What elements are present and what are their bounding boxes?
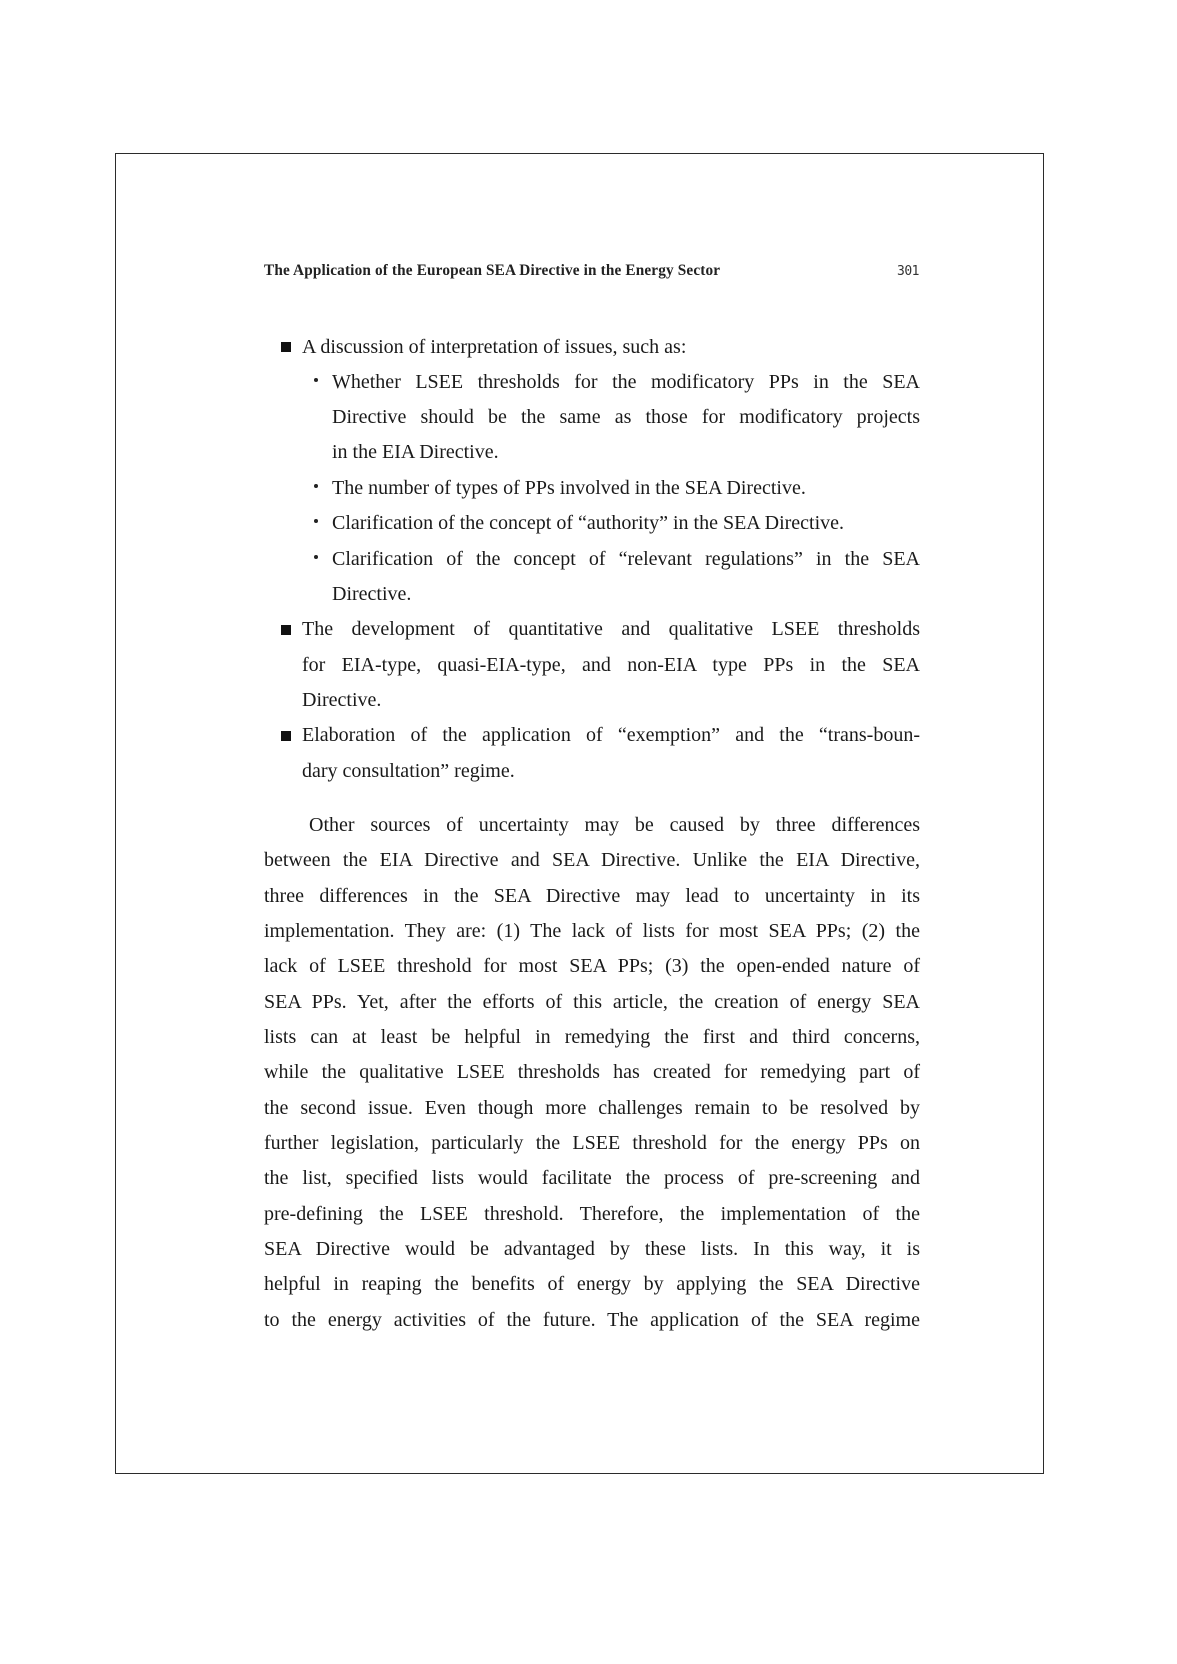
paragraph-line: three differences in the SEA Directive may lead to uncertainty in its <box>264 885 920 907</box>
bullet-item-text: The development of quantitative and qualitative LSEE thresholds <box>302 618 920 640</box>
sub-item-text: Clarification of the concept of “relevant regulations” in the SEA <box>332 548 920 570</box>
bullet-item-text: A discussion of interpretation of issues, such as: <box>302 336 687 358</box>
square-bullet-icon <box>281 342 291 352</box>
paragraph-line: lack of LSEE threshold for most SEA PPs; (3) the open-ended nature of <box>264 955 920 977</box>
page-number: 301 <box>897 264 919 279</box>
bullet-item-text: Elaboration of the application of “exemption” and the “trans-boun- <box>302 724 920 746</box>
paragraph-line: helpful in reaping the benefits of energy by applying the SEA Directive <box>264 1273 920 1295</box>
paragraph-line: the list, specified lists would facilitate the process of pre-screening and <box>264 1167 920 1189</box>
dot-bullet-icon <box>314 378 318 382</box>
paragraph-line: implementation. They are: (1) The lack of lists for most SEA PPs; (2) the <box>264 920 920 942</box>
paragraph-line: the second issue. Even though more challenges remain to be resolved by <box>264 1097 920 1119</box>
sub-item-text: Clarification of the concept of “authority” in the SEA Directive. <box>332 512 845 534</box>
dot-bullet-icon <box>314 555 318 559</box>
sub-item-text: Directive should be the same as those for modificatory projects <box>332 406 920 428</box>
sub-item-text: Whether LSEE thresholds for the modificatory PPs in the SEA <box>332 371 920 393</box>
square-bullet-icon <box>281 731 291 741</box>
paragraph-line: SEA Directive would be advantaged by these lists. In this way, it is <box>264 1238 920 1260</box>
paragraph-line: between the EIA Directive and SEA Directive. Unlike the EIA Directive, <box>264 849 920 871</box>
paragraph-line: to the energy activities of the future. The application of the SEA regime <box>264 1309 920 1331</box>
bullet-item-text: Directive. <box>302 689 382 711</box>
sub-item-text: Directive. <box>332 583 412 605</box>
paragraph-line: lists can at least be helpful in remedying the first and third concerns, <box>264 1026 920 1048</box>
sub-item-text: The number of types of PPs involved in the SEA Directive. <box>332 477 806 499</box>
running-header <box>264 262 920 284</box>
bullet-item-text: dary consultation” regime. <box>302 760 515 782</box>
dot-bullet-icon <box>314 484 318 488</box>
paragraph-line: while the qualitative LSEE thresholds has created for remedying part of <box>264 1061 920 1083</box>
paragraph-line: Other sources of uncertainty may be caused by three differences <box>309 814 920 836</box>
running-title: The Application of the European SEA Directive in the Energy Sector <box>264 262 721 279</box>
sub-item-text: in the EIA Directive. <box>332 441 499 463</box>
square-bullet-icon <box>281 625 291 635</box>
dot-bullet-icon <box>314 519 318 523</box>
bullet-item-text: for EIA-type, quasi-EIA-type, and non-EIA type PPs in the SEA <box>302 654 920 676</box>
paragraph-line: SEA PPs. Yet, after the efforts of this article, the creation of energy SEA <box>264 991 920 1013</box>
paragraph-line: further legislation, particularly the LSEE threshold for the energy PPs on <box>264 1132 920 1154</box>
paragraph-line: pre-defining the LSEE threshold. Therefore, the implementation of the <box>264 1203 920 1225</box>
